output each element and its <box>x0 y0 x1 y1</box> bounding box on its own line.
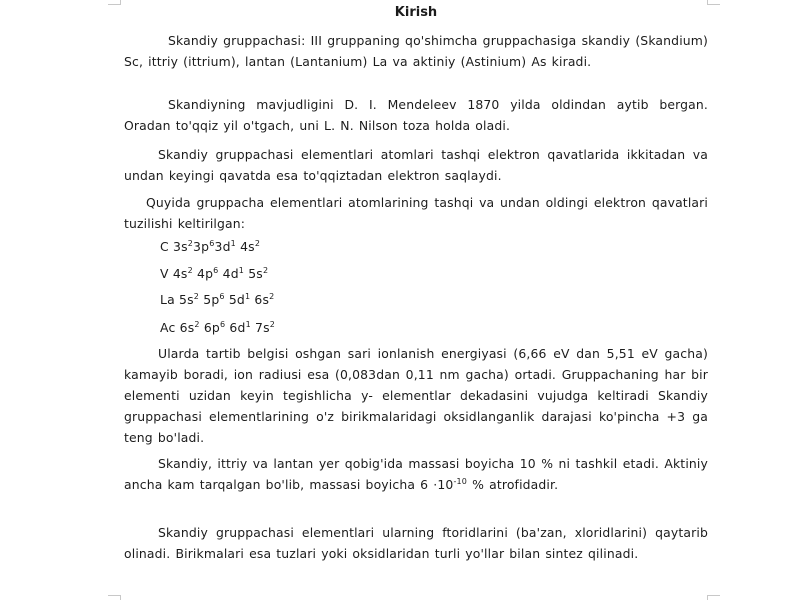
page-corner-mark <box>707 595 720 600</box>
paragraph-synthesis: Skandiy gruppachasi elementlari ularning ftoridlarini (ba'zan, xloridlarini) qaytarib olinadi. Birikmalari esa tuzlari yoki oksidlaridan turli yo'llar bilan sintez qilinadi. <box>124 525 708 561</box>
page-corner-mark <box>108 0 121 5</box>
config-line: Ac $6s^2$ $6p^6$ $6d^1$ $7s^2$ <box>160 320 276 335</box>
paragraph-ionization: Ularda tartib belgisi oshgan sari ionlanish energiyasi (6,66 eV dan 5,51 eV gacha) kamayib boradi, ion radiusi esa (0,083dan 0,11 nm gacha) ortadi. Gruppachaning har bir elementi uzidan keyin tegishlicha y- elementlar dekadasini vujudga keltiradi Skandiy gruppachasi elementlarining o'z birikmalaridagi oksidlanganlik darajasi ko'pincha +3 ga teng bo'ladi. <box>124 346 708 445</box>
config-line: C $3s^23p^63d^1$ $4s^2$ <box>160 239 261 254</box>
page-title: Kirish <box>394 5 438 20</box>
paragraph-electron-shells: Skandiy gruppachasi elementlari atomlari tashqi elektron qavatlarida ikkitadan va undan keyingi qavatda esa to'qqiztadan elektron saqlaydi. <box>124 147 708 183</box>
paragraph-abundance: Skandiy, ittriy va lantan yer qobig'ida massasi boyicha 10 % ni tashkil etadi. Aktiniy ancha kam tarqalgan bo'lib, massasi boyicha $6 \cdot 10^{-10}$ % atrofidadir. <box>124 456 708 492</box>
config-line: La $5s^2$ $5p^6$ $5d^1$ $6s^2$ <box>160 292 275 307</box>
paragraph-intro: Skandiy gruppachasi: III gruppaning qo'shimcha gruppachasiga skandiy (Skandium) Sc, ittriy (ittrium), lantan (Lantanium) La va aktiniy (Astinium) As kiradi. <box>124 33 708 69</box>
paragraph-configurations-intro: Quyida gruppacha elementlari atomlarining tashqi va undan oldingi elektron qavatlari tuzilishi keltirilgan: <box>124 195 708 231</box>
paragraph-history: Skandiyning mavjudligini D. I. Mendeleev 1870 yilda oldindan aytib bergan. Oradan to'qqiz yil o'tgach, uni L. N. Nilson toza holda oladi. <box>124 97 708 133</box>
page-corner-mark <box>108 595 121 600</box>
page-corner-mark <box>707 0 720 5</box>
config-line: V $4s^2$ $4p^6$ $4d^1$ $5s^2$ <box>160 266 269 281</box>
